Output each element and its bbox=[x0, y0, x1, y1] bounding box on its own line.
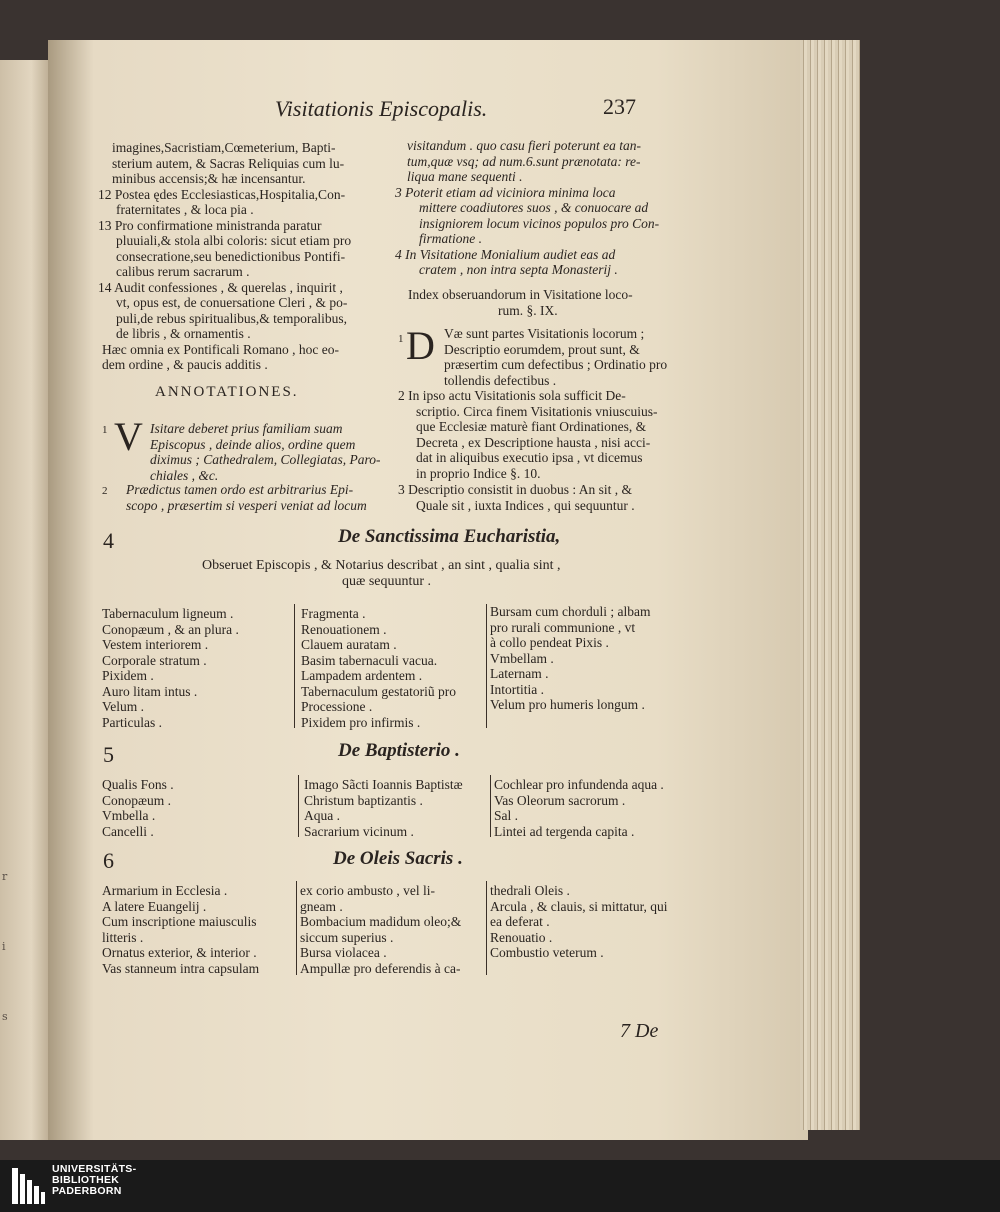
text-line: Isitare deberet prius familiam suam bbox=[150, 421, 343, 436]
text-line: que Ecclesiæ maturè fiant Ordinationes, & bbox=[416, 419, 647, 434]
text-line: Hæc omnia ex Pontificali Romano , hoc eo- bbox=[102, 341, 339, 357]
left-edge-letter: s bbox=[2, 1010, 8, 1023]
section-intro-line: Obseruet Episcopis , & Notarius describat , an sint , qualia sint , bbox=[202, 558, 561, 573]
column-rule bbox=[490, 775, 491, 837]
text-line: minibus accensis;& hæ incensantur. bbox=[112, 171, 306, 186]
text-line: in proprio Indice §. 10. bbox=[416, 465, 541, 481]
text-line: mittere coadiutores suos , & conuocare ad bbox=[419, 200, 649, 215]
text-line: Cochlear pro infundenda aqua . bbox=[494, 777, 664, 792]
text-line: Decreta , ex Descriptione hausta , nisi acci- bbox=[416, 434, 651, 450]
text-line: Pixidem pro infirmis . bbox=[301, 714, 421, 730]
index-number: 1 bbox=[398, 333, 404, 345]
text-line: Velum . bbox=[102, 699, 144, 714]
text-line: Lampadem ardentem . bbox=[301, 668, 423, 683]
text-line: scopo , præsertim si vesperi veniat ad locum bbox=[126, 497, 367, 513]
running-title: Visitationis Episcopalis. bbox=[275, 96, 488, 121]
text-line: ea deferat . bbox=[490, 914, 550, 929]
text-line: Pixidem . bbox=[102, 668, 154, 683]
drop-cap: D bbox=[406, 323, 435, 368]
text-line: Quale sit , iuxta Indices , qui sequuntur . bbox=[416, 497, 635, 513]
text-line: Vestem interiorem . bbox=[102, 637, 209, 652]
text-line: Corporale stratum . bbox=[102, 652, 207, 668]
text-line: rum. §. IX. bbox=[498, 302, 558, 318]
text-line: diximus ; Cathedralem, Collegiatas, Paro- bbox=[150, 452, 381, 467]
text-line: Arcula , & clauis, si mittatur, qui bbox=[490, 898, 668, 914]
column-rule bbox=[486, 881, 487, 975]
text-line: litteris . bbox=[102, 929, 144, 945]
footer-bar bbox=[0, 1160, 1000, 1212]
library-logo-text bbox=[52, 1164, 136, 1197]
text-line: 4 In Visitatione Monialium audiet eas ad bbox=[395, 246, 616, 262]
text-line: Renouationem . bbox=[301, 621, 387, 637]
text-line: insigniorem locum vicinos populos pro Con- bbox=[419, 215, 660, 231]
text-line: sterium autem, & Sacras Reliquias cum lu- bbox=[112, 155, 345, 171]
text-line: præsertim cum defectibus ; Ordinatio pro bbox=[444, 357, 668, 372]
left-edge-letter: i bbox=[2, 940, 6, 953]
text-line: consecratione,seu benedictionibus Pontifi- bbox=[116, 248, 346, 264]
section-4-col3 bbox=[490, 604, 650, 713]
left-page-edge bbox=[0, 60, 52, 1140]
text-line: Conopæum . bbox=[102, 792, 172, 808]
text-line: Christum baptizantis . bbox=[304, 792, 423, 808]
text-line: siccum superius . bbox=[300, 929, 394, 945]
text-line: scriptio. Circa finem Visitationis vniuscuius- bbox=[416, 403, 658, 419]
text-line: Ampullæ pro deferendis à ca- bbox=[300, 960, 461, 976]
section-6-col3 bbox=[490, 883, 668, 961]
text-line: cratem , non intra septa Monasterij . bbox=[419, 262, 618, 277]
text-line: dem ordine , & paucis additis . bbox=[102, 357, 268, 372]
text-line: Ornatus exterior, & interior . bbox=[102, 945, 257, 960]
text-line: Descriptio eorumdem, prout sunt, & bbox=[444, 341, 640, 357]
text-line: visitandum . quo casu fieri poterunt ea tan- bbox=[407, 138, 641, 153]
column-rule bbox=[296, 881, 297, 975]
text-line: Bursam cum chorduli ; albam bbox=[490, 604, 651, 619]
column-rule bbox=[298, 775, 299, 837]
index-heading bbox=[408, 287, 633, 318]
text-line: Prædictus tamen ordo est arbitrarius Epi- bbox=[126, 482, 354, 497]
left-column-text bbox=[98, 140, 352, 373]
left-edge-letter: r bbox=[2, 870, 8, 883]
column-rule bbox=[486, 604, 487, 728]
text-line: Armarium in Ecclesia . bbox=[102, 883, 228, 898]
text-line: Bursa violacea . bbox=[300, 945, 387, 960]
index-2-text bbox=[398, 388, 658, 481]
section-6-col2 bbox=[300, 883, 461, 976]
annotation-number: 2 bbox=[102, 485, 108, 497]
annotation-number: 1 bbox=[102, 424, 108, 436]
text-line: Cancelli . bbox=[102, 823, 154, 839]
annotation-1-text bbox=[150, 421, 380, 483]
section-number: 6 bbox=[103, 848, 114, 873]
text-line: Velum pro humeris longum . bbox=[490, 697, 645, 712]
text-line: Imago Sãcti Ioannis Baptistæ bbox=[304, 777, 463, 792]
section-5-col2 bbox=[304, 777, 463, 839]
text-line: thedrali Oleis . bbox=[490, 883, 570, 898]
section-intro-line: quæ sequuntur . bbox=[342, 574, 432, 589]
text-line: Basim tabernaculi vacua. bbox=[301, 652, 438, 668]
logo-line: UNIVERSITÄTS- bbox=[52, 1163, 137, 1175]
text-line: Cum inscriptione maiusculis bbox=[102, 914, 257, 929]
text-line: Sacrarium vicinum . bbox=[304, 823, 414, 839]
section-title: De Sanctissima Eucharistia, bbox=[338, 526, 561, 547]
text-line: Tabernaculum gestatoriũ pro bbox=[301, 683, 456, 699]
text-line: pluuiali,& stola albi coloris: sicut etiam pro bbox=[116, 233, 352, 248]
index-1-text bbox=[444, 326, 667, 388]
logo-line: BIBLIOTHEK bbox=[52, 1174, 120, 1186]
text-line: puli,de rebus spiritualibus,& temporalibus, bbox=[116, 310, 347, 326]
text-line: Episcopus , deinde alios, ordine quem bbox=[150, 436, 356, 452]
text-line: Processione . bbox=[301, 699, 373, 714]
page-edges bbox=[800, 40, 860, 1130]
text-line: Fragmenta . bbox=[301, 606, 366, 621]
text-line: Bombacium madidum oleo;& bbox=[300, 914, 462, 929]
text-line: imagines,Sacristiam,Cœmeterium, Bapti- bbox=[112, 140, 336, 155]
text-line: Conopæum , & an plura . bbox=[102, 621, 239, 637]
text-line: 3 Poterit etiam ad viciniora minima loca bbox=[395, 184, 616, 200]
text-line: Intortitia . bbox=[490, 681, 544, 697]
text-line: de libris , & ornamentis . bbox=[116, 326, 251, 341]
text-line: Combustio veterum . bbox=[490, 945, 604, 960]
column-rule bbox=[294, 604, 295, 728]
text-line: gneam . bbox=[300, 898, 343, 914]
text-line: Vas stanneum intra capsulam bbox=[102, 960, 260, 976]
section-title: De Baptisterio . bbox=[338, 740, 460, 761]
index-3-text bbox=[398, 482, 635, 513]
section-5-col1 bbox=[102, 777, 174, 839]
section-title: De Oleis Sacris . bbox=[333, 848, 463, 869]
text-line: Sal . bbox=[494, 808, 519, 823]
text-line: 12 Postea ędes Ecclesiasticas,Hospitalia,Con- bbox=[98, 186, 346, 202]
section-number: 5 bbox=[103, 742, 114, 767]
text-line: ex corio ambusto , vel li- bbox=[300, 883, 435, 898]
text-line: calibus rerum sacrarum . bbox=[116, 264, 250, 279]
section-4-col1 bbox=[102, 606, 239, 730]
text-line: Renouatio . bbox=[490, 929, 553, 945]
text-line: firmatione . bbox=[419, 231, 482, 246]
text-line: 14 Audit confessiones , & querelas , inquirit , bbox=[98, 279, 343, 295]
text-line: Particulas . bbox=[102, 714, 162, 730]
text-line: Vmbella . bbox=[102, 808, 156, 823]
text-line: vt, opus est, de conuersatione Cleri , & po- bbox=[116, 295, 348, 310]
right-column-top-text bbox=[395, 138, 660, 278]
drop-cap: V bbox=[114, 414, 143, 459]
text-line: Tabernaculum ligneum . bbox=[102, 606, 234, 621]
text-line: chiales , &c. bbox=[150, 467, 219, 483]
page-number: 237 bbox=[603, 94, 636, 119]
text-line: tollendis defectibus . bbox=[444, 372, 557, 388]
section-number: 4 bbox=[103, 528, 114, 553]
text-line: 3 Descriptio consistit in duobus : An sit , & bbox=[398, 482, 633, 497]
annotationes-heading: ANNOTATIONES. bbox=[155, 384, 299, 400]
text-line: Clauem auratam . bbox=[301, 637, 397, 652]
section-6-col1 bbox=[102, 883, 259, 976]
text-line: dat in aliquibus executio ipsa , vt dicemus bbox=[416, 450, 643, 465]
text-line: Vmbellam . bbox=[490, 650, 554, 666]
text-line: liqua mane sequenti . bbox=[407, 169, 523, 184]
text-line: Index obseruandorum in Visitatione loco- bbox=[408, 287, 633, 302]
section-4-col2 bbox=[301, 606, 456, 730]
library-logo-icon bbox=[10, 1166, 46, 1206]
section-5-col3 bbox=[494, 777, 664, 839]
annotation-2-text bbox=[126, 482, 367, 513]
text-line: fraternitates , & loca pia . bbox=[116, 202, 254, 217]
text-line: Qualis Fons . bbox=[102, 777, 174, 792]
text-line: Aqua . bbox=[304, 808, 340, 823]
text-line: Lintei ad tergenda capita . bbox=[494, 823, 635, 839]
text-line: Laternam . bbox=[490, 666, 549, 681]
text-line: Auro litam intus . bbox=[102, 683, 198, 699]
text-line: Vas Oleorum sacrorum . bbox=[494, 792, 626, 808]
text-line: tum,quæ vsq; ad num.6.sunt prænotata: re- bbox=[407, 153, 641, 169]
text-line: pro rurali communione , vt bbox=[490, 619, 636, 635]
text-line: 2 In ipso actu Visitationis sola sufficit De- bbox=[398, 388, 626, 403]
catchword: 7 De bbox=[620, 1020, 659, 1042]
text-line: 13 Pro confirmatione ministranda paratur bbox=[98, 217, 322, 233]
text-line: Væ sunt partes Visitationis locorum ; bbox=[444, 326, 645, 341]
logo-line: PADERBORN bbox=[52, 1185, 122, 1197]
text-line: A latere Euangelij . bbox=[102, 898, 207, 914]
text-line: à collo pendeat Pixis . bbox=[490, 635, 609, 650]
